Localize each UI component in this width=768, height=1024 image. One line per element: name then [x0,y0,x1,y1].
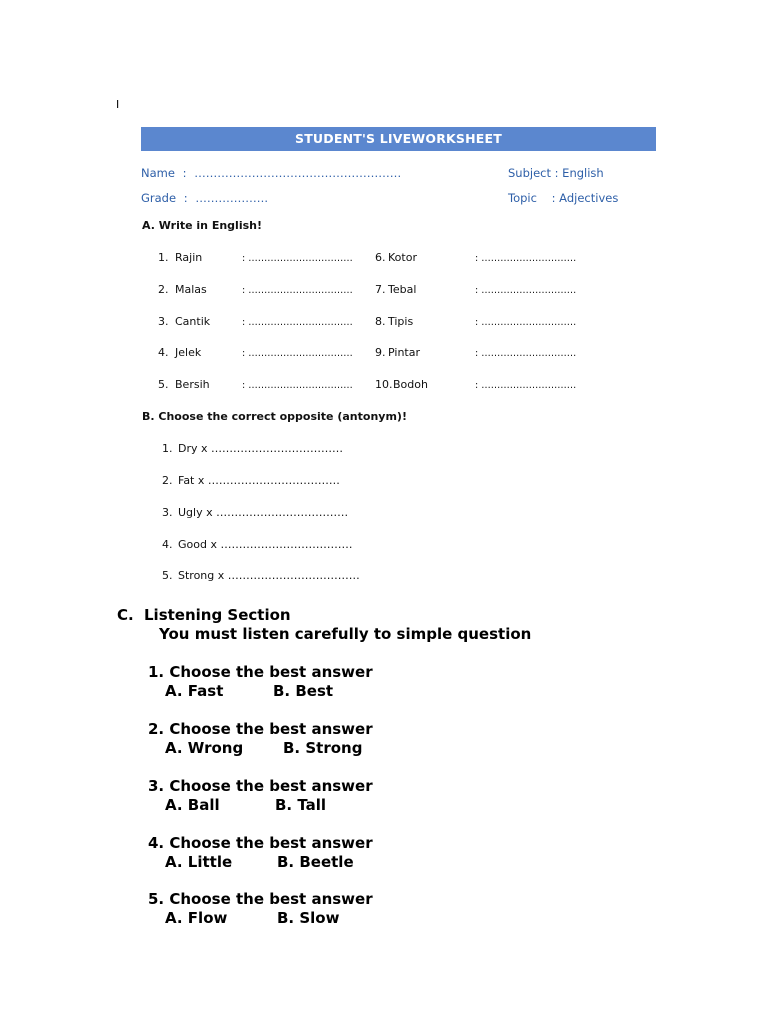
option-b[interactable]: B. Beetle [277,853,354,871]
section-a-item [375,346,576,359]
answer-blank[interactable]: : …………………………… [242,348,353,359]
item-word: Kotor [388,251,417,264]
option-a[interactable]: A. Flow [165,909,228,927]
section-b-title: B. Choose the correct opposite (antonym)! [142,410,407,423]
section-a-item [158,251,353,264]
section-b-item [162,538,352,551]
section-b-item [162,474,340,487]
section-c-subtitle: You must listen carefully to simple question [159,625,532,643]
grade-label: Grade [141,191,177,205]
answer-options [165,853,354,871]
worksheet-banner: STUDENT'S LIVEWORKSHEET [141,127,656,151]
section-a-item [375,283,576,296]
name-label: Name [141,166,175,180]
item-word: Bodoh [393,378,428,391]
subject-label: Subject [508,166,551,180]
section-a-item [375,251,576,264]
name-field[interactable]: ……………………………………………… [194,166,402,180]
grade-sep: : [183,191,188,205]
listening-question: 3. Choose the best answer [148,777,373,795]
topic-row [508,191,618,205]
item-number: 1. [158,251,169,264]
answer-options [165,909,339,927]
answer-options [165,796,326,814]
item-word: Rajin [175,251,203,264]
name-row [141,166,401,180]
item-number: 4. [158,346,169,359]
item-number: 2. [158,283,169,296]
option-a[interactable]: A. Wrong [165,739,244,757]
item-number: 3. [162,506,173,519]
listening-question: 4. Choose the best answer [148,834,373,852]
item-number: 7. [375,283,386,296]
item-number: 5. [158,378,169,391]
answer-options [165,682,333,700]
section-a-item [375,315,576,328]
item-word: Bersih [175,378,210,391]
topic-label: Topic [508,191,537,205]
topic-value: : Adjectives [551,191,619,205]
subject-row [508,166,604,180]
antonym-prompt[interactable]: Dry x ……………………………… [178,442,344,455]
name-sep: : [182,166,187,180]
item-word: Jelek [175,346,202,359]
answer-blank[interactable]: : ………………………… [475,285,577,296]
item-number: 1. [162,442,173,455]
listening-question: 5. Choose the best answer [148,890,373,908]
antonym-prompt[interactable]: Ugly x ……………………………… [178,506,349,519]
section-a-item [158,346,353,359]
option-a[interactable]: A. Fast [165,682,224,700]
item-number: 2. [162,474,173,487]
worksheet-image [141,127,656,151]
item-word: Tipis [388,315,414,328]
listening-question: 2. Choose the best answer [148,720,373,738]
section-a-item [158,283,353,296]
section-c-letter: C. [117,606,134,624]
section-c-heading [117,606,291,624]
answer-blank[interactable]: : …………………………… [242,285,353,296]
option-a[interactable]: A. Little [165,853,233,871]
option-b[interactable]: B. Tall [275,796,327,814]
section-a-item [158,378,353,391]
antonym-prompt[interactable]: Good x ……………………………… [178,538,353,551]
item-word: Cantik [175,315,211,328]
section-a-item [375,378,576,391]
option-b[interactable]: B. Slow [277,909,340,927]
answer-options [165,739,362,757]
section-a-title: A. Write in English! [142,219,262,232]
item-number: 10. [375,378,393,391]
answer-blank[interactable]: : ………………………… [475,317,577,328]
subject-value: : English [554,166,604,180]
item-number: 4. [162,538,173,551]
grade-field[interactable]: ………………. [195,191,269,205]
listening-question: 1. Choose the best answer [148,663,373,681]
option-b[interactable]: B. Best [273,682,334,700]
answer-blank[interactable]: : ………………………… [475,348,577,359]
answer-blank[interactable]: : …………………………… [242,317,353,328]
text-cursor-mark: I [116,98,120,111]
answer-blank[interactable]: : ………………………… [475,253,577,264]
section-a-item [158,315,353,328]
grade-row [141,191,268,205]
answer-blank[interactable]: : …………………………… [242,253,353,264]
antonym-prompt[interactable]: Fat x ……………………………… [178,474,340,487]
item-word: Pintar [388,346,420,359]
item-word: Tebal [388,283,417,296]
option-b[interactable]: B. Strong [283,739,363,757]
antonym-prompt[interactable]: Strong x ……………………………… [178,569,360,582]
item-number: 5. [162,569,173,582]
item-number: 9. [375,346,386,359]
answer-blank[interactable]: : …………………………… [242,380,353,391]
item-number: 3. [158,315,169,328]
section-b-item [162,442,343,455]
section-b-item [162,506,348,519]
option-a[interactable]: A. Ball [165,796,220,814]
item-word: Malas [175,283,207,296]
section-c-title: Listening Section [144,606,291,624]
answer-blank[interactable]: : ………………………… [475,380,577,391]
item-number: 6. [375,251,386,264]
item-number: 8. [375,315,386,328]
section-b-item [162,569,360,582]
